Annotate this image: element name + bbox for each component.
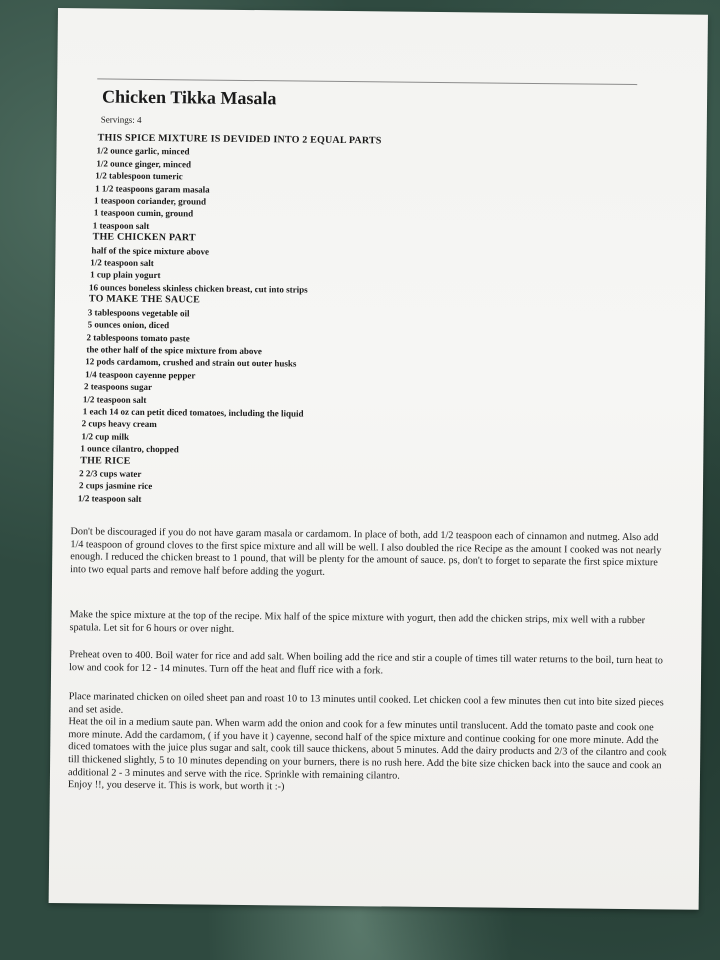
ingredient-item: 1 1/2 teaspoons garam masala — [95, 183, 210, 195]
section-heading: TO MAKE THE SAUCE — [88, 293, 201, 306]
roast-paragraph: Place marinated chicken on oiled sheet pan and roast 10 to 13 minutes until cooked. Let chicken cool a few minutes then cut into bite sized pieces and set aside. — [68, 691, 664, 716]
ingredient-item: 2 tablespoons tomato paste — [86, 331, 190, 343]
ingredient-item: 1 ounce cilantro, chopped — [80, 443, 179, 455]
ingredient-item: 1/2 teaspoon salt — [90, 257, 154, 269]
servings-label: Servings: 4 — [100, 114, 142, 125]
ingredient-item: 2 cups heavy cream — [81, 418, 157, 430]
ingredient-item: 1/2 tablespoon tumeric — [95, 170, 183, 182]
ingredient-item: 1 teaspoon salt — [92, 220, 150, 231]
ingredient-item: 2 teaspoons sugar — [83, 381, 153, 393]
header-rule — [97, 78, 637, 85]
ingredient-item: 5 ounces onion, diced — [87, 319, 170, 331]
ingredient-list — [77, 132, 382, 507]
section-heading: THE CHICKEN PART — [92, 231, 196, 244]
recipe-title: Chicken Tikka Masala — [101, 86, 277, 109]
ingredient-item: 2 cups jasmine rice — [78, 480, 153, 492]
notes-paragraph: Don't be discouraged if you do not have garam masala or cardamom. In place of both, add 1/2 teaspoon each of cinnamon and nutmeg. Also add 1/4 teaspoon of ground cloves to the first spice mixture and all will be well. I also doubled the rice Recipe as the amount I cooked was not nearly enough. I reduced the chicken breast to 1 pound, that will be plenty for the amount of sauce. ps, don't to forget to separate the first spice mixture into two equal parts and remove half before adding the yogurt. — [70, 526, 662, 578]
section-heading: THIS SPICE MIXTURE IS DEVIDED INTO 2 EQUAL PARTS — [97, 132, 382, 147]
rice-paragraph: Preheat oven to 400. Boil water for rice and add salt. When boiling add the rice and stir a couple of times till water returns to the boil, turn heat to low and cook for 12 - 14 minutes. Turn off the heat and fluff rice with a fork. — [69, 649, 663, 677]
ingredient-item: 1 teaspoon cumin, ground — [93, 207, 194, 219]
ingredient-item: 1/2 ounce garlic, minced — [96, 145, 190, 157]
ingredient-item: the other half of the spice mixture from above — [86, 344, 262, 357]
ingredient-item: 1/2 teaspoon salt — [82, 393, 147, 405]
ingredient-item: 1 teaspoon coriander, ground — [93, 195, 207, 207]
ingredient-item: 12 pods cardamom, crushed and strain out outer husks — [85, 356, 297, 369]
recipe-sheet — [49, 8, 708, 910]
ingredient-item: 1/4 teaspoon cayenne pepper — [85, 369, 196, 381]
ingredient-item: 1 cup plain yogurt — [90, 269, 161, 281]
ingredient-item: 1/2 ounce ginger, minced — [96, 158, 192, 170]
ingredient-item: 2 2/3 cups water — [79, 468, 142, 479]
cooking-steps — [68, 691, 669, 798]
ingredient-item: 1/2 teaspoon salt — [77, 493, 142, 504]
section-heading: THE RICE — [80, 454, 131, 467]
sauce-paragraph: Heat the oil in a medium saute pan. When warm add the onion and cook for a few minutes until translucent. Add the tomato paste and cook one more minute. Add the cardamom, ( if you have it ) cayenne, second half of the spice mixture and continue cooking for one more minute. Add the diced tomatoes with the juice plus sugar and salt, cook till sauce thickens, about 5 minutes. Add the dairy products and 2/3 of the cilantro and cook till thickened slightly, 5 to 10 minutes depending on your burners, there is no rush here. Add the bite size chicken back into the sauce and cook an additional 2 - 3 minutes and serve with the rice. Sprinkle with remaining cilantro. — [67, 716, 667, 782]
ingredient-item: 1/2 cup milk — [81, 431, 130, 442]
closing-line: Enjoy !!, you deserve it. This is work, but worth it :-) — [67, 779, 285, 793]
ingredient-item: 3 tablespoons vegetable oil — [87, 307, 190, 319]
ingredient-item: 1 each 14 oz can petit diced tomatoes, including the liquid — [82, 406, 304, 419]
marinate-paragraph: Make the spice mixture at the top of the recipe. Mix half of the spice mixture with yogurt, then add the chicken strips, mix well with a rubber spatula. Let sit for 6 hours or over night. — [69, 609, 646, 635]
ingredient-item: half of the spice mixture above — [91, 245, 210, 257]
ingredient-item: 16 ounces boneless skinless chicken breast, cut into strips — [89, 282, 308, 295]
